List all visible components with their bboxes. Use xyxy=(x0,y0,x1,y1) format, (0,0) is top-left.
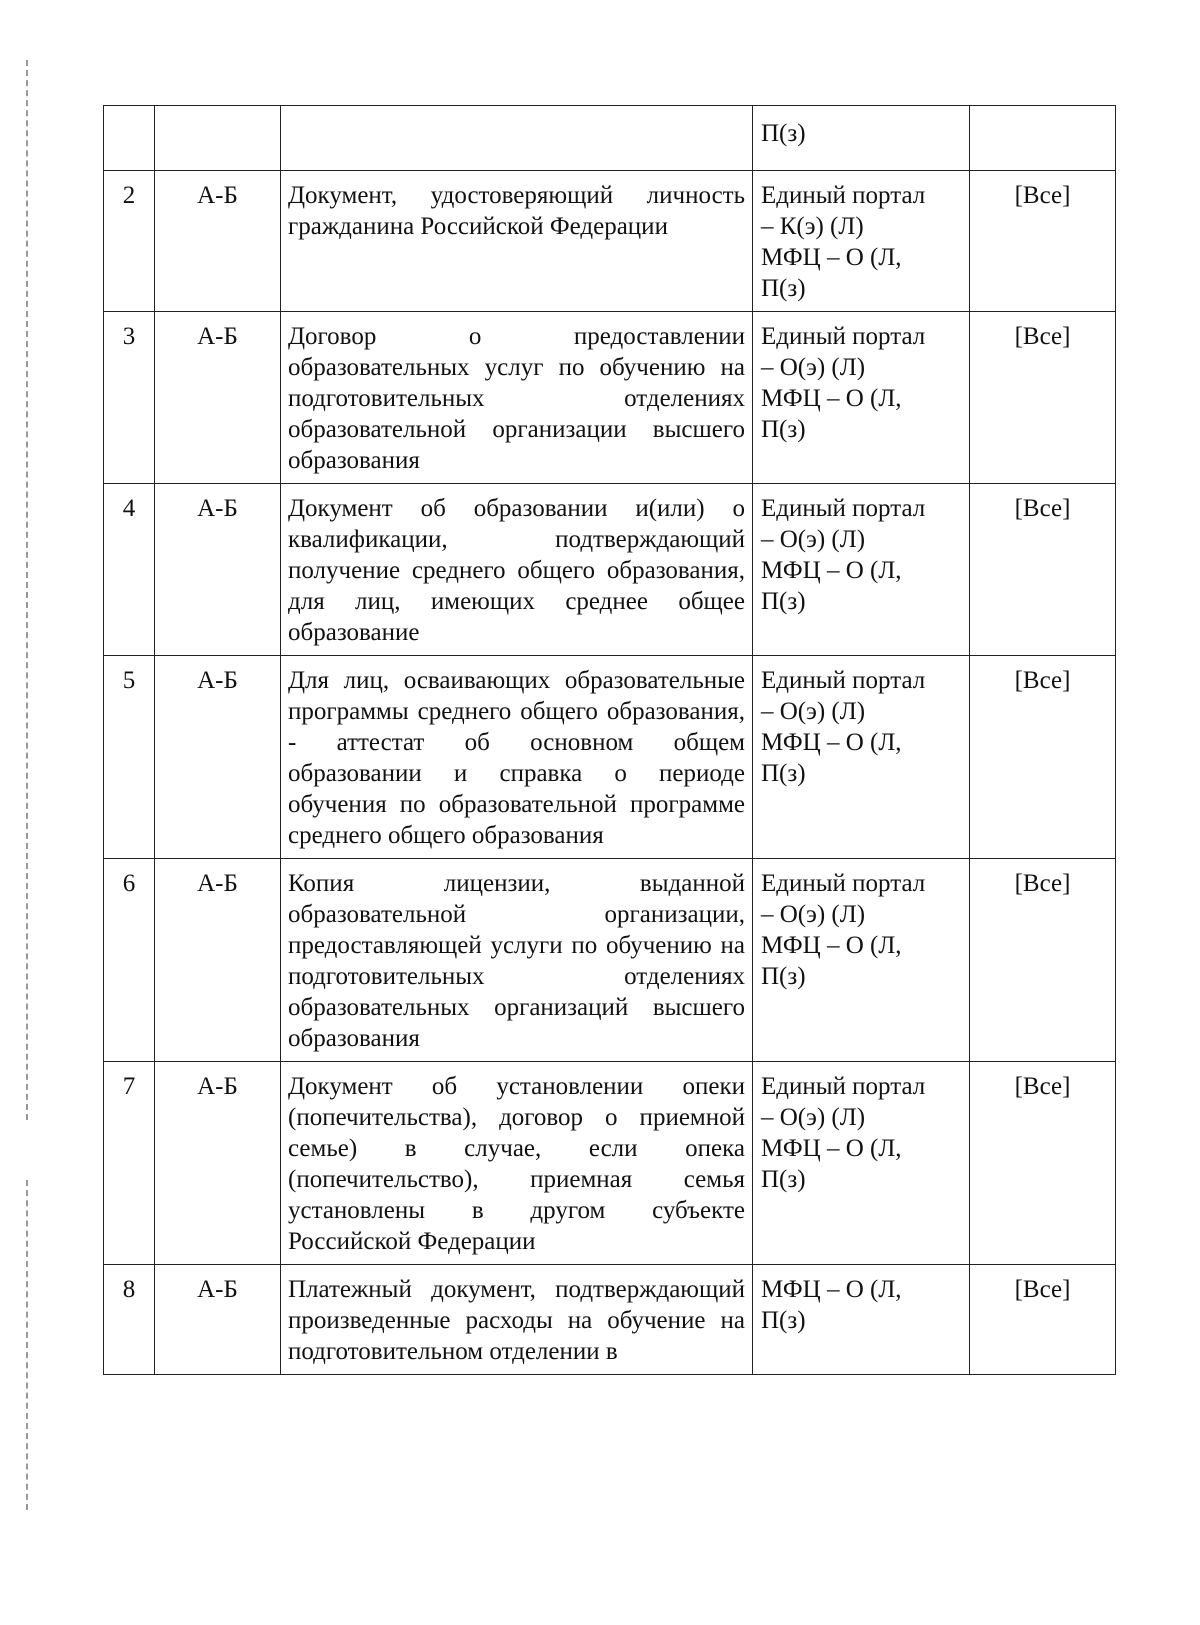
channel-line: – О(э) (Л) xyxy=(761,1104,866,1131)
applicant-code-cell: А-Б xyxy=(155,312,281,484)
channel-line: П(з) xyxy=(761,1307,806,1334)
document-description-cell: Копия лицензии, выданной образовательной организации, предоставляющей услуги по обучению на подготовительных отделениях образовательных организаций высшего образования xyxy=(281,859,753,1062)
table-row xyxy=(104,171,1116,312)
channel-line: Единый портал xyxy=(761,323,926,350)
applicant-code-cell: А-Б xyxy=(155,859,281,1062)
channel-line: П(з) xyxy=(761,963,806,990)
channel-line: МФЦ – О (Л, xyxy=(761,1276,902,1303)
channel-line: МФЦ – О (Л, xyxy=(761,244,902,271)
applicant-code-cell: А-Б xyxy=(155,656,281,859)
scope-cell xyxy=(970,106,1116,171)
document-description-cell xyxy=(281,106,753,171)
row-number-cell: 8 xyxy=(104,1265,155,1375)
channel-line: МФЦ – О (Л, xyxy=(761,1135,902,1162)
channel-line: – О(э) (Л) xyxy=(761,698,866,725)
document-description-cell: Документ об образовании и(или) о квалификации, подтверждающий получение среднего общего образования, для лиц, имеющих среднее общее образование xyxy=(281,484,753,656)
channel-line: П(з) xyxy=(761,760,806,787)
table-row xyxy=(104,859,1116,1062)
scan-edge-mark xyxy=(26,60,28,1120)
channel-line: Единый портал xyxy=(761,870,926,897)
row-number-cell: 6 xyxy=(104,859,155,1062)
submission-channels-cell xyxy=(753,859,970,1062)
submission-channels-cell xyxy=(753,484,970,656)
submission-channels-cell xyxy=(753,656,970,859)
channel-line: МФЦ – О (Л, xyxy=(761,729,902,756)
channel-line: МФЦ – О (Л, xyxy=(761,385,902,412)
scan-edge-mark-lower xyxy=(26,1180,28,1510)
row-number-cell: 7 xyxy=(104,1062,155,1265)
applicant-code-cell: А-Б xyxy=(155,1062,281,1265)
table-row xyxy=(104,1062,1116,1265)
document-description-cell: Платежный документ, подтверждающий произведенные расходы на обучение на подготовительном отделении в xyxy=(281,1265,753,1375)
scope-cell: [Все] xyxy=(970,1265,1116,1375)
table-row xyxy=(104,312,1116,484)
submission-channels-cell xyxy=(753,106,970,171)
channel-line: Единый портал xyxy=(761,182,926,209)
row-number-cell xyxy=(104,106,155,171)
applicant-code-cell: А-Б xyxy=(155,171,281,312)
row-number-cell: 5 xyxy=(104,656,155,859)
channel-line: Единый портал xyxy=(761,667,926,694)
document-description-cell: Документ, удостоверяющий личность гражданина Российской Федерации xyxy=(281,171,753,312)
channel-line: – О(э) (Л) xyxy=(761,901,866,928)
channel-line: – К(э) (Л) xyxy=(761,213,864,240)
table-row-continuation xyxy=(104,106,1116,171)
channel-line: Единый портал xyxy=(761,1073,926,1100)
table-row xyxy=(104,484,1116,656)
scope-cell: [Все] xyxy=(970,312,1116,484)
channel-line: – О(э) (Л) xyxy=(761,526,866,553)
documents-table xyxy=(103,105,1116,1375)
row-number-cell: 4 xyxy=(104,484,155,656)
scope-cell: [Все] xyxy=(970,1062,1116,1265)
channel-line: П(з) xyxy=(761,120,806,147)
channel-line: – О(э) (Л) xyxy=(761,354,866,381)
applicant-code-cell: А-Б xyxy=(155,484,281,656)
scope-cell: [Все] xyxy=(970,656,1116,859)
channel-line: Единый портал xyxy=(761,495,926,522)
applicant-code-cell xyxy=(155,106,281,171)
submission-channels-cell xyxy=(753,312,970,484)
document-description-cell: Документ об установлении опеки (попечительства), договор о приемной семье) в случае, если опека (попечительство), приемная семья установлены в другом субъекте Российской Федерации xyxy=(281,1062,753,1265)
document-description-cell: Договор о предоставлении образовательных услуг по обучению на подготовительных отделениях образовательной организации высшего образования xyxy=(281,312,753,484)
submission-channels-cell xyxy=(753,1062,970,1265)
document-description-cell: Для лиц, осваивающих образовательные программы среднего общего образования, - аттестат об основном общем образовании и справка о периоде обучения по образовательной программе среднего общего образования xyxy=(281,656,753,859)
channel-line: П(з) xyxy=(761,588,806,615)
scope-cell: [Все] xyxy=(970,171,1116,312)
channel-line: П(з) xyxy=(761,1166,806,1193)
table-row xyxy=(104,656,1116,859)
scope-cell: [Все] xyxy=(970,484,1116,656)
submission-channels-cell xyxy=(753,1265,970,1375)
scope-cell: [Все] xyxy=(970,859,1116,1062)
applicant-code-cell: А-Б xyxy=(155,1265,281,1375)
channel-line: П(з) xyxy=(761,275,806,302)
row-number-cell: 3 xyxy=(104,312,155,484)
submission-channels-cell xyxy=(753,171,970,312)
row-number-cell: 2 xyxy=(104,171,155,312)
channel-line: П(з) xyxy=(761,416,806,443)
table-row xyxy=(104,1265,1116,1375)
channel-line: МФЦ – О (Л, xyxy=(761,557,902,584)
channel-line: МФЦ – О (Л, xyxy=(761,932,902,959)
